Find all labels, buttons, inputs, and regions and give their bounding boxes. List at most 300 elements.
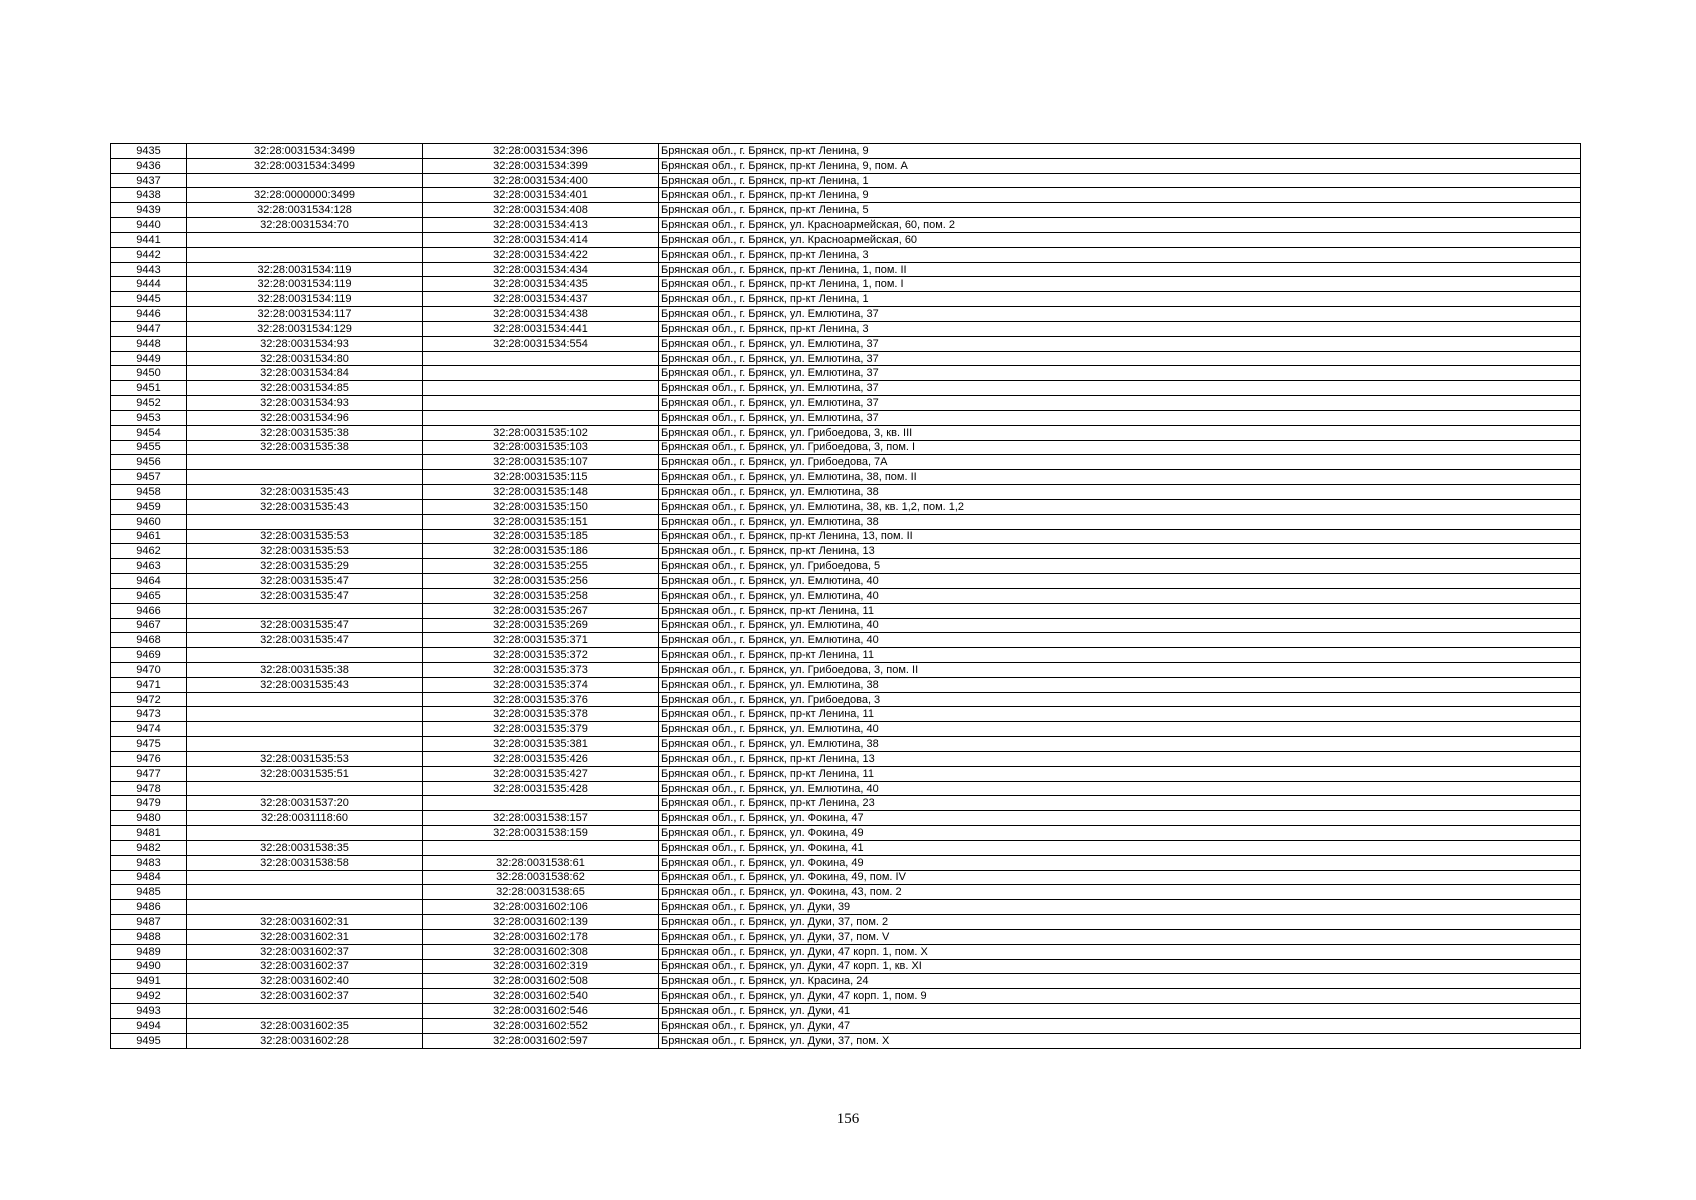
cadastral-number-cell: 32:28:0031534:422 [423,247,659,262]
address-cell: Брянская обл., г. Брянск, пр-кт Ленина, 1 [659,173,1581,188]
row-number-cell: 9486 [111,900,187,915]
parent-cadastral-number-cell [187,885,423,900]
parent-cadastral-number-cell: 32:28:0031535:47 [187,633,423,648]
parent-cadastral-number-cell: 32:28:0031602:31 [187,929,423,944]
parent-cadastral-number-cell: 32:28:0031535:51 [187,766,423,781]
cadastral-number-cell: 32:28:0031534:408 [423,203,659,218]
cadastral-number-cell: 32:28:0031535:186 [423,544,659,559]
parent-cadastral-number-cell: 32:28:0031535:53 [187,529,423,544]
cadastral-number-cell: 32:28:0031538:159 [423,826,659,841]
cadastral-number-cell: 32:28:0031534:438 [423,307,659,322]
cadastral-number-cell [423,366,659,381]
page-number: 156 [836,1111,860,1127]
row-number-cell: 9493 [111,1004,187,1019]
row-number-cell: 9467 [111,618,187,633]
address-cell: Брянская обл., г. Брянск, ул. Красина, 24 [659,974,1581,989]
cadastral-number-cell [423,351,659,366]
address-cell: Брянская обл., г. Брянск, пр-кт Ленина, 1 [659,292,1581,307]
row-number-cell: 9437 [111,173,187,188]
row-number-cell: 9492 [111,989,187,1004]
table-row [111,381,1581,396]
table-body [111,144,1581,1049]
parent-cadastral-number-cell [187,692,423,707]
parent-cadastral-number-cell: 32:28:0031602:37 [187,944,423,959]
row-number-cell: 9442 [111,247,187,262]
row-number-cell: 9465 [111,588,187,603]
table-row [111,262,1581,277]
address-cell: Брянская обл., г. Брянск, ул. Грибоедова, 5 [659,559,1581,574]
table-row [111,336,1581,351]
cadastral-number-cell [423,410,659,425]
table-row [111,277,1581,292]
address-cell: Брянская обл., г. Брянск, ул. Емлютина, 40 [659,633,1581,648]
address-cell: Брянская обл., г. Брянск, ул. Фокина, 49 [659,855,1581,870]
cadastral-number-cell: 32:28:0031535:381 [423,737,659,752]
parent-cadastral-number-cell [187,707,423,722]
row-number-cell: 9440 [111,218,187,233]
table-row [111,144,1581,159]
parent-cadastral-number-cell: 32:28:0031534:117 [187,307,423,322]
table-row [111,1004,1581,1019]
parent-cadastral-number-cell: 32:28:0031535:38 [187,440,423,455]
row-number-cell: 9454 [111,425,187,440]
address-cell: Брянская обл., г. Брянск, ул. Емлютина, 40 [659,588,1581,603]
cadastral-number-cell: 32:28:0031602:540 [423,989,659,1004]
parent-cadastral-number-cell: 32:28:0031534:3499 [187,158,423,173]
parent-cadastral-number-cell [187,737,423,752]
cadastral-number-cell: 32:28:0031534:435 [423,277,659,292]
parent-cadastral-number-cell: 32:28:0031534:96 [187,410,423,425]
row-number-cell: 9450 [111,366,187,381]
row-number-cell: 9466 [111,603,187,618]
address-cell: Брянская обл., г. Брянск, пр-кт Ленина, 9 [659,144,1581,159]
row-number-cell: 9475 [111,737,187,752]
table-row [111,618,1581,633]
parent-cadastral-number-cell: 32:28:0031534:119 [187,277,423,292]
cadastral-number-cell: 32:28:0031534:437 [423,292,659,307]
parent-cadastral-number-cell: 32:28:0031534:3499 [187,144,423,159]
table-row [111,633,1581,648]
parent-cadastral-number-cell [187,1004,423,1019]
table-row [111,173,1581,188]
row-number-cell: 9463 [111,559,187,574]
row-number-cell: 9462 [111,544,187,559]
address-cell: Брянская обл., г. Брянск, ул. Дуки, 41 [659,1004,1581,1019]
cadastral-number-cell: 32:28:0031535:115 [423,470,659,485]
row-number-cell: 9443 [111,262,187,277]
cadastral-number-cell: 32:28:0031535:151 [423,514,659,529]
table-row [111,796,1581,811]
address-cell: Брянская обл., г. Брянск, пр-кт Ленина, 13, пом. II [659,529,1581,544]
parent-cadastral-number-cell: 32:28:0031538:35 [187,840,423,855]
address-cell: Брянская обл., г. Брянск, ул. Грибоедова, 7А [659,455,1581,470]
table-row [111,470,1581,485]
parent-cadastral-number-cell: 32:28:0031534:85 [187,381,423,396]
parent-cadastral-number-cell: 32:28:0031602:28 [187,1033,423,1048]
address-cell: Брянская обл., г. Брянск, пр-кт Ленина, 11 [659,766,1581,781]
address-cell: Брянская обл., г. Брянск, пр-кт Ленина, 11 [659,648,1581,663]
row-number-cell: 9464 [111,574,187,589]
cadastral-number-cell: 32:28:0031534:554 [423,336,659,351]
address-cell: Брянская обл., г. Брянск, ул. Дуки, 47 корп. 1, пом. 9 [659,989,1581,1004]
row-number-cell: 9479 [111,796,187,811]
cadastral-number-cell: 32:28:0031535:255 [423,559,659,574]
parent-cadastral-number-cell: 32:28:0031534:70 [187,218,423,233]
cadastral-number-cell [423,381,659,396]
row-number-cell: 9441 [111,232,187,247]
parent-cadastral-number-cell: 32:28:0031602:37 [187,959,423,974]
cadastral-number-cell: 32:28:0031538:157 [423,811,659,826]
row-number-cell: 9478 [111,781,187,796]
row-number-cell: 9483 [111,855,187,870]
parent-cadastral-number-cell [187,722,423,737]
table-row [111,588,1581,603]
table-row [111,559,1581,574]
address-cell: Брянская обл., г. Брянск, ул. Красноармейская, 60, пом. 2 [659,218,1581,233]
address-cell: Брянская обл., г. Брянск, ул. Емлютина, 40 [659,722,1581,737]
address-cell: Брянская обл., г. Брянск, ул. Грибоедова, 3 [659,692,1581,707]
parent-cadastral-number-cell: 32:28:0031535:43 [187,677,423,692]
parent-cadastral-number-cell [187,781,423,796]
parent-cadastral-number-cell: 32:28:0031537:20 [187,796,423,811]
cadastral-number-cell [423,396,659,411]
cadastral-number-cell: 32:28:0031535:150 [423,499,659,514]
address-cell: Брянская обл., г. Брянск, ул. Грибоедова, 3, пом. II [659,662,1581,677]
row-number-cell: 9472 [111,692,187,707]
row-number-cell: 9468 [111,633,187,648]
cadastral-number-cell: 32:28:0031534:396 [423,144,659,159]
table-row [111,648,1581,663]
row-number-cell: 9445 [111,292,187,307]
table-row [111,499,1581,514]
row-number-cell: 9476 [111,751,187,766]
table-row [111,247,1581,262]
address-cell: Брянская обл., г. Брянск, ул. Дуки, 37, пом. 2 [659,915,1581,930]
parent-cadastral-number-cell: 32:28:0031534:93 [187,336,423,351]
table-row [111,811,1581,826]
table-row [111,900,1581,915]
row-number-cell: 9480 [111,811,187,826]
address-cell: Брянская обл., г. Брянск, пр-кт Ленина, 5 [659,203,1581,218]
row-number-cell: 9494 [111,1018,187,1033]
cadastral-number-cell: 32:28:0031602:139 [423,915,659,930]
row-number-cell: 9438 [111,188,187,203]
address-cell: Брянская обл., г. Брянск, ул. Емлютина, 40 [659,618,1581,633]
table-row [111,351,1581,366]
table-row [111,455,1581,470]
row-number-cell: 9482 [111,840,187,855]
parent-cadastral-number-cell: 32:28:0031602:35 [187,1018,423,1033]
address-cell: Брянская обл., г. Брянск, пр-кт Ленина, 13 [659,751,1581,766]
cadastral-number-cell: 32:28:0031602:552 [423,1018,659,1033]
address-cell: Брянская обл., г. Брянск, ул. Дуки, 37, пом. V [659,929,1581,944]
table-row [111,826,1581,841]
parent-cadastral-number-cell [187,900,423,915]
parent-cadastral-number-cell: 32:28:0031534:93 [187,396,423,411]
cadastral-number-cell: 32:28:0031535:376 [423,692,659,707]
table-row [111,885,1581,900]
row-number-cell: 9471 [111,677,187,692]
cadastral-number-cell: 32:28:0031602:546 [423,1004,659,1019]
row-number-cell: 9452 [111,396,187,411]
parent-cadastral-number-cell [187,870,423,885]
address-cell: Брянская обл., г. Брянск, ул. Фокина, 41 [659,840,1581,855]
row-number-cell: 9488 [111,929,187,944]
row-number-cell: 9481 [111,826,187,841]
table-row [111,158,1581,173]
cadastral-number-cell: 32:28:0031602:178 [423,929,659,944]
address-cell: Брянская обл., г. Брянск, ул. Грибоедова, 3, кв. III [659,425,1581,440]
row-number-cell: 9461 [111,529,187,544]
cadastral-number-cell: 32:28:0031535:379 [423,722,659,737]
cadastral-number-cell: 32:28:0031535:372 [423,648,659,663]
cadastral-number-cell: 32:28:0031535:267 [423,603,659,618]
parent-cadastral-number-cell: 32:28:0031534:128 [187,203,423,218]
address-cell: Брянская обл., г. Брянск, ул. Фокина, 43, пом. 2 [659,885,1581,900]
address-cell: Брянская обл., г. Брянск, ул. Емлютина, 37 [659,336,1581,351]
table-row [111,974,1581,989]
cadastral-number-cell: 32:28:0031534:399 [423,158,659,173]
row-number-cell: 9469 [111,648,187,663]
row-number-cell: 9449 [111,351,187,366]
row-number-cell: 9491 [111,974,187,989]
parent-cadastral-number-cell: 32:28:0031535:47 [187,588,423,603]
address-cell: Брянская обл., г. Брянск, ул. Емлютина, 38 [659,677,1581,692]
parent-cadastral-number-cell: 32:28:0031535:38 [187,425,423,440]
cadastral-number-cell: 32:28:0031535:258 [423,588,659,603]
cadastral-number-cell: 32:28:0031535:371 [423,633,659,648]
cadastral-number-cell: 32:28:0031535:185 [423,529,659,544]
table-row [111,321,1581,336]
parent-cadastral-number-cell: 32:28:0031535:47 [187,574,423,589]
row-number-cell: 9490 [111,959,187,974]
cadastral-number-cell: 32:28:0031534:434 [423,262,659,277]
parent-cadastral-number-cell [187,247,423,262]
cadastral-number-cell: 32:28:0031602:597 [423,1033,659,1048]
cadastral-number-cell: 32:28:0031538:62 [423,870,659,885]
cadastral-number-cell: 32:28:0031538:65 [423,885,659,900]
table-row [111,766,1581,781]
row-number-cell: 9451 [111,381,187,396]
cadastral-number-cell: 32:28:0031535:427 [423,766,659,781]
address-cell: Брянская обл., г. Брянск, ул. Фокина, 49, пом. IV [659,870,1581,885]
cadastral-number-cell: 32:28:0031534:413 [423,218,659,233]
table-row [111,410,1581,425]
row-number-cell: 9489 [111,944,187,959]
table-row [111,751,1581,766]
parent-cadastral-number-cell: 32:28:0031534:119 [187,292,423,307]
table-row [111,1018,1581,1033]
parent-cadastral-number-cell: 32:28:0031534:119 [187,262,423,277]
table-row [111,677,1581,692]
parent-cadastral-number-cell: 32:28:0031535:43 [187,499,423,514]
table-row [111,366,1581,381]
address-cell: Брянская обл., г. Брянск, ул. Емлютина, 37 [659,351,1581,366]
cadastral-number-cell [423,840,659,855]
cadastral-number-cell: 32:28:0031535:374 [423,677,659,692]
row-number-cell: 9460 [111,514,187,529]
parent-cadastral-number-cell: 32:28:0031534:80 [187,351,423,366]
cadastral-number-cell: 32:28:0031535:148 [423,485,659,500]
address-cell: Брянская обл., г. Брянск, ул. Емлютина, 40 [659,574,1581,589]
table-row [111,692,1581,707]
parent-cadastral-number-cell: 32:28:0031535:43 [187,485,423,500]
row-number-cell: 9484 [111,870,187,885]
row-number-cell: 9446 [111,307,187,322]
table-row [111,781,1581,796]
address-cell: Брянская обл., г. Брянск, пр-кт Ленина, 3 [659,321,1581,336]
address-cell: Брянская обл., г. Брянск, ул. Дуки, 47 [659,1018,1581,1033]
table-row [111,529,1581,544]
parent-cadastral-number-cell: 32:28:0031535:29 [187,559,423,574]
row-number-cell: 9485 [111,885,187,900]
parent-cadastral-number-cell [187,455,423,470]
table-row [111,737,1581,752]
address-cell: Брянская обл., г. Брянск, ул. Емлютина, 37 [659,366,1581,381]
row-number-cell: 9455 [111,440,187,455]
address-cell: Брянская обл., г. Брянск, ул. Фокина, 47 [659,811,1581,826]
address-cell: Брянская обл., г. Брянск, ул. Емлютина, 37 [659,381,1581,396]
table-row [111,218,1581,233]
table-row [111,959,1581,974]
address-cell: Брянская обл., г. Брянск, ул. Красноармейская, 60 [659,232,1581,247]
table-row [111,440,1581,455]
parent-cadastral-number-cell: 32:28:0031602:40 [187,974,423,989]
row-number-cell: 9474 [111,722,187,737]
cadastral-number-cell: 32:28:0031535:102 [423,425,659,440]
parent-cadastral-number-cell: 32:28:0031118:60 [187,811,423,826]
row-number-cell: 9456 [111,455,187,470]
table-row [111,203,1581,218]
parent-cadastral-number-cell: 32:28:0000000:3499 [187,188,423,203]
parent-cadastral-number-cell: 32:28:0031535:53 [187,544,423,559]
table-row [111,574,1581,589]
cadastral-number-cell: 32:28:0031602:106 [423,900,659,915]
parent-cadastral-number-cell [187,173,423,188]
table-row [111,485,1581,500]
cadastral-number-cell: 32:28:0031602:308 [423,944,659,959]
row-number-cell: 9459 [111,499,187,514]
row-number-cell: 9439 [111,203,187,218]
address-cell: Брянская обл., г. Брянск, пр-кт Ленина, 9, пом. А [659,158,1581,173]
cadastral-number-cell: 32:28:0031535:256 [423,574,659,589]
row-number-cell: 9436 [111,158,187,173]
row-number-cell: 9435 [111,144,187,159]
table-row [111,662,1581,677]
row-number-cell: 9487 [111,915,187,930]
parent-cadastral-number-cell [187,232,423,247]
row-number-cell: 9447 [111,321,187,336]
address-cell: Брянская обл., г. Брянск, ул. Фокина, 49 [659,826,1581,841]
address-cell: Брянская обл., г. Брянск, пр-кт Ленина, 1, пом. II [659,262,1581,277]
row-number-cell: 9444 [111,277,187,292]
parent-cadastral-number-cell: 32:28:0031602:37 [187,989,423,1004]
cadastral-number-cell: 32:28:0031535:426 [423,751,659,766]
table-row [111,707,1581,722]
table-row [111,722,1581,737]
table-row [111,840,1581,855]
cadastral-number-cell: 32:28:0031535:103 [423,440,659,455]
cadastral-number-cell: 32:28:0031602:508 [423,974,659,989]
table-row [111,929,1581,944]
row-number-cell: 9495 [111,1033,187,1048]
address-cell: Брянская обл., г. Брянск, пр-кт Ленина, 3 [659,247,1581,262]
table-row [111,944,1581,959]
address-cell: Брянская обл., г. Брянск, ул. Емлютина, 38, кв. 1,2, пом. 1,2 [659,499,1581,514]
address-cell: Брянская обл., г. Брянск, пр-кт Ленина, 11 [659,707,1581,722]
row-number-cell: 9448 [111,336,187,351]
cadastral-number-cell: 32:28:0031538:61 [423,855,659,870]
table-row [111,989,1581,1004]
address-cell: Брянская обл., г. Брянск, ул. Дуки, 47 корп. 1, кв. XI [659,959,1581,974]
cadastral-number-cell: 32:28:0031534:401 [423,188,659,203]
table-row [111,603,1581,618]
address-cell: Брянская обл., г. Брянск, ул. Емлютина, 38, пом. II [659,470,1581,485]
cadastral-number-cell: 32:28:0031535:378 [423,707,659,722]
table-row [111,396,1581,411]
row-number-cell: 9453 [111,410,187,425]
parent-cadastral-number-cell [187,603,423,618]
parent-cadastral-number-cell: 32:28:0031535:47 [187,618,423,633]
parent-cadastral-number-cell: 32:28:0031535:38 [187,662,423,677]
address-cell: Брянская обл., г. Брянск, пр-кт Ленина, 13 [659,544,1581,559]
address-cell: Брянская обл., г. Брянск, ул. Грибоедова, 3, пом. I [659,440,1581,455]
table-row [111,855,1581,870]
table-row [111,188,1581,203]
row-number-cell: 9457 [111,470,187,485]
parent-cadastral-number-cell [187,514,423,529]
table-row [111,232,1581,247]
row-number-cell: 9473 [111,707,187,722]
parent-cadastral-number-cell: 32:28:0031535:53 [187,751,423,766]
cadastral-registry-table [110,143,1581,1049]
row-number-cell: 9470 [111,662,187,677]
parent-cadastral-number-cell: 32:28:0031602:31 [187,915,423,930]
address-cell: Брянская обл., г. Брянск, ул. Емлютина, 37 [659,410,1581,425]
parent-cadastral-number-cell [187,470,423,485]
cadastral-number-cell: 32:28:0031534:441 [423,321,659,336]
address-cell: Брянская обл., г. Брянск, ул. Емлютина, 37 [659,396,1581,411]
table-row [111,514,1581,529]
cadastral-number-cell: 32:28:0031535:373 [423,662,659,677]
cadastral-number-cell: 32:28:0031535:107 [423,455,659,470]
cadastral-number-cell [423,796,659,811]
cadastral-number-cell: 32:28:0031602:319 [423,959,659,974]
parent-cadastral-number-cell [187,826,423,841]
address-cell: Брянская обл., г. Брянск, ул. Емлютина, 38 [659,485,1581,500]
parent-cadastral-number-cell: 32:28:0031538:58 [187,855,423,870]
parent-cadastral-number-cell: 32:28:0031534:84 [187,366,423,381]
address-cell: Брянская обл., г. Брянск, ул. Дуки, 37, пом. X [659,1033,1581,1048]
table-row [111,307,1581,322]
table-row [111,292,1581,307]
address-cell: Брянская обл., г. Брянск, ул. Емлютина, 38 [659,737,1581,752]
cadastral-number-cell: 32:28:0031534:400 [423,173,659,188]
address-cell: Брянская обл., г. Брянск, пр-кт Ленина, 9 [659,188,1581,203]
cadastral-number-cell: 32:28:0031535:269 [423,618,659,633]
address-cell: Брянская обл., г. Брянск, ул. Емлютина, 37 [659,307,1581,322]
table-row [111,870,1581,885]
address-cell: Брянская обл., г. Брянск, ул. Дуки, 39 [659,900,1581,915]
cadastral-number-cell: 32:28:0031534:414 [423,232,659,247]
address-cell: Брянская обл., г. Брянск, ул. Емлютина, 40 [659,781,1581,796]
table-row [111,915,1581,930]
address-cell: Брянская обл., г. Брянск, пр-кт Ленина, 23 [659,796,1581,811]
address-cell: Брянская обл., г. Брянск, пр-кт Ленина, 11 [659,603,1581,618]
row-number-cell: 9458 [111,485,187,500]
cadastral-number-cell: 32:28:0031535:428 [423,781,659,796]
address-cell: Брянская обл., г. Брянск, пр-кт Ленина, 1, пом. I [659,277,1581,292]
